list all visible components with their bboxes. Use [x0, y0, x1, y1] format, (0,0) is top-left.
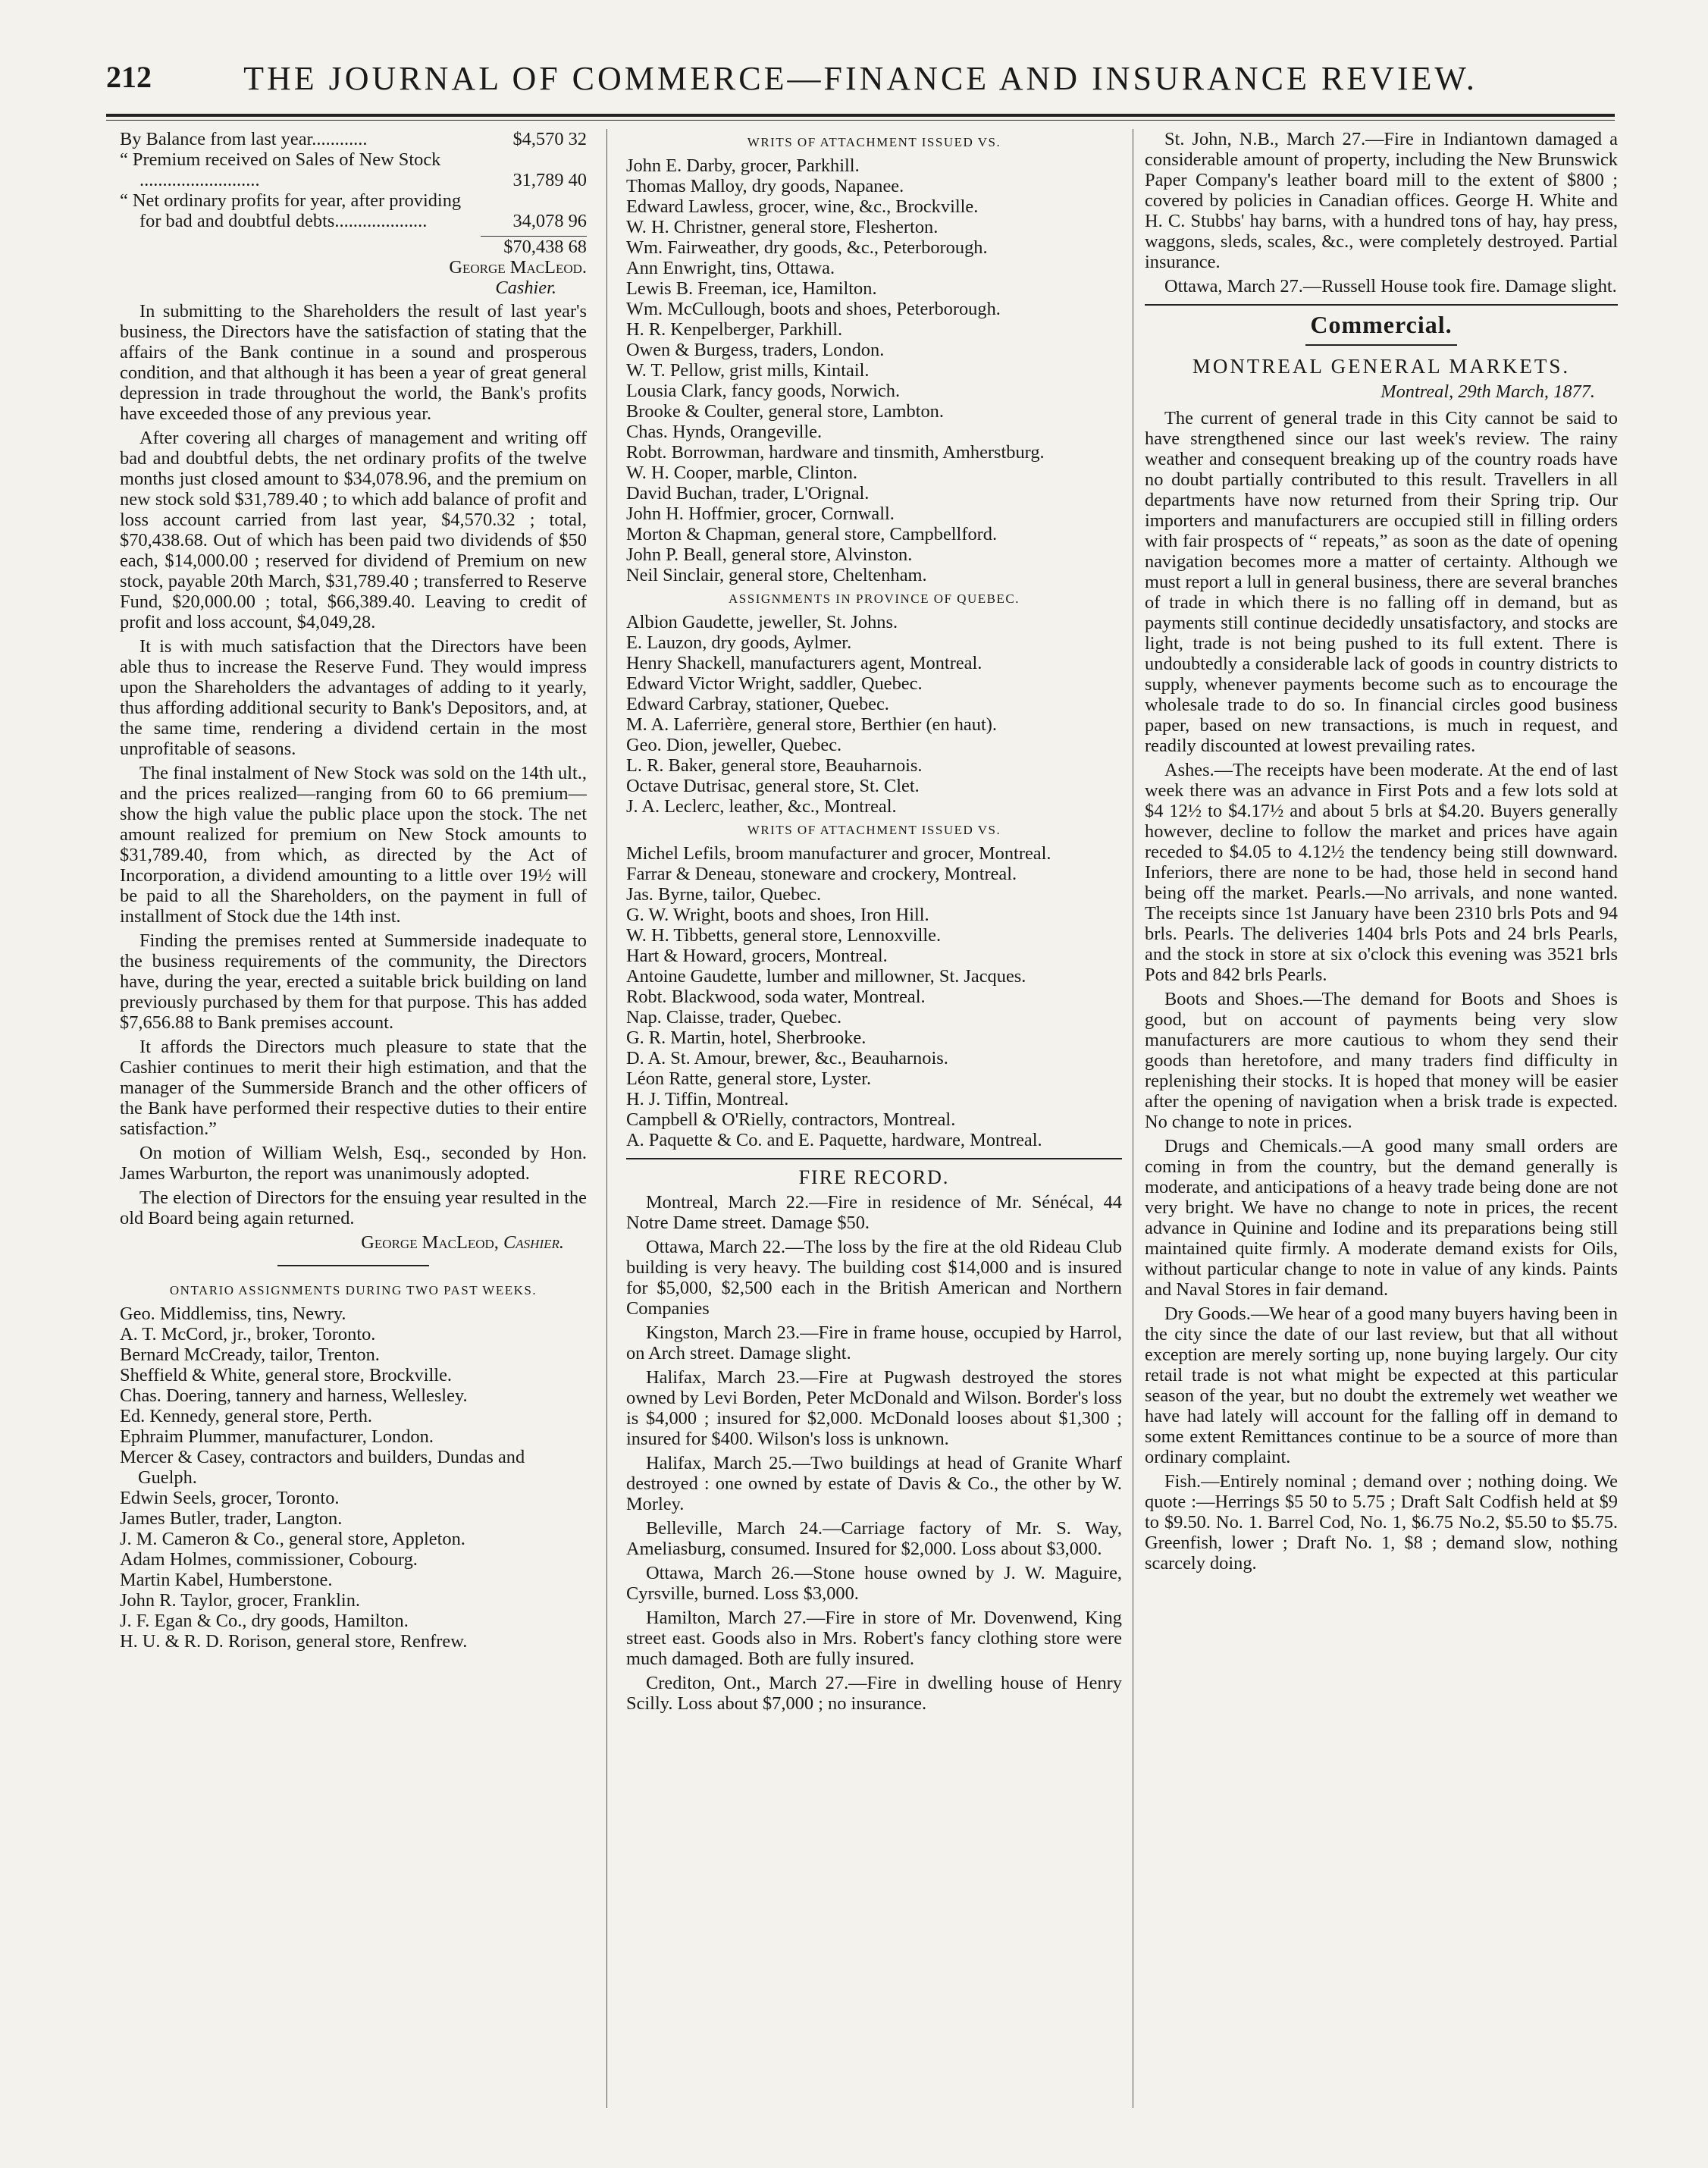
account-amount: 34,078 96 [512, 211, 587, 231]
paragraph: The current of general trade in this City cannot be said to have strengthened since our last week's review. The rainy weather and consequent breaking up of the country roads have no doubt partially contributed to this result. Travellers in all departments have now returned from their Spring trip. Our importers and manufacturers are occupied still in filling orders with fair prospects of “ repeats,” as soon as the date of opening navigation becomes more a matter of certainty. Although we must report a lull in general business, there are several branches of trade in which there is no falling off in demand, but as payments still continue decidedly unsatisfactory, and stocks are light, trade is not being pushed to its full extent. There is undoubtedly a considerable lack of goods in country districts to supply, whenever payments become such as to encourage the wholesale trade to do so. In financial circles good business paper, based on new transactions, is much in request, and readily discounted at lowest prevailing rates. [1145, 408, 1618, 756]
section-divider [1305, 344, 1457, 346]
list-item: Antoine Gaudette, lumber and millowner, St. Jacques. [626, 966, 1026, 987]
fire-record [626, 1192, 1122, 1714]
header-rule [106, 114, 1615, 117]
list-item: John P. Beall, general store, Alvinston. [626, 544, 913, 565]
signature2-title: Cashier. [503, 1232, 564, 1253]
paragraph: On motion of William Welsh, Esq., seconded by Hon. James Warburton, the report was unanimously adopted. [120, 1143, 587, 1184]
list-item: Edward Victor Wright, saddler, Quebec. [626, 673, 923, 694]
list-item: Sheffield & White, general store, Brockville. [120, 1365, 453, 1385]
fire-entry: Ottawa, March 22.—The loss by the fire at the old Rideau Club building is very heavy. The building cost $14,000 and is insured for $5,000, $2,500 each in the British American and Northern Companies [626, 1237, 1122, 1319]
journal-title: THE JOURNAL OF COMMERCE—FINANCE AND INSURANCE REVIEW. [243, 60, 1478, 97]
quebec-heading: ASSIGNMENTS IN PROVINCE OF QUEBEC. [729, 591, 1020, 606]
column-2 [626, 129, 1122, 2116]
list-item: Wm. Fairweather, dry goods, &c., Peterborough. [626, 237, 988, 258]
fire-entry: Belleville, March 24.—Carriage factory of Mr. S. Way, Ameliasburg, consumed. Insured for $2,000. Loss about $3,000. [626, 1518, 1122, 1559]
list-item: Neil Sinclair, general store, Cheltenham. [626, 565, 927, 585]
ontario-list [120, 1304, 587, 1652]
list-item: Lewis B. Freeman, ice, Hamilton. [626, 278, 877, 299]
list-item: David Buchan, trader, L'Orignal. [626, 483, 870, 504]
list-item: Albion Gaudette, jeweller, St. Johns. [626, 612, 898, 632]
fire-record-continued [1145, 129, 1618, 296]
list-item: Léon Ratte, general store, Lyster. [626, 1068, 872, 1089]
list-item: J. M. Cameron & Co., general store, Appleton. [120, 1529, 465, 1549]
commercial-heading: Commercial. [1310, 311, 1453, 338]
list-item: Mercer & Casey, contractors and builders, Dundas and Guelph. [120, 1447, 525, 1488]
list-item: Ed. Kennedy, general store, Perth. [120, 1406, 373, 1426]
account-label: “ Net ordinary profits for year, after providing for bad and doubtful debts.................... [120, 190, 462, 231]
column-3 [1145, 129, 1618, 2116]
markets-heading: MONTREAL GENERAL MARKETS. [1192, 355, 1571, 378]
list-item: H. R. Kenpelberger, Parkhill. [626, 319, 843, 340]
list-item: Hart & Howard, grocers, Montreal. [626, 946, 888, 966]
account-amount: $4,570 32 [512, 129, 587, 149]
markets-dateline: Montreal, 29th March, 1877. [1381, 381, 1595, 402]
list-item: W. T. Pellow, grist mills, Kintail. [626, 360, 870, 381]
section-divider [626, 1158, 1122, 1159]
paragraph: After covering all charges of management and writing off bad and doubtful debts, the net ordinary profits of the twelve months just closed amount to $34,078.96, and the premium on new stock sold $31,789.40 ; to which add balance of profit and loss account carried from last year, $4,570.32 ; total, $70,438.68. Out of which has been paid two dividends of $50 each, $14,000.00 ; reserved for dividend of Premium on new stock, payable 20th March, $31,789.40 ; transferred to Reserve Fund, $20,000.00 ; total, $66,389.40. Leaving to credit of profit and loss account, $4,049,28. [120, 428, 587, 632]
list-item: E. Lauzon, dry goods, Aylmer. [626, 632, 852, 653]
paragraph: It is with much satisfaction that the Directors have been able thus to increase the Reserve Fund. They would impress upon the Shareholders the advantages of adding to it yearly, thus affording additional security to Bank's Depositors, and, at the same time, rendering a dividend certain in the most unprofitable of seasons. [120, 636, 587, 759]
account-total: $70,438 68 [481, 236, 587, 257]
list-item: Ann Enwright, tins, Ottawa. [626, 258, 835, 278]
account-label: “ Premium received on Sales of New Stock .......................... [120, 149, 441, 190]
list-item: Nap. Claisse, trader, Quebec. [626, 1007, 842, 1028]
list-item: Ephraim Plummer, manufacturer, London. [120, 1426, 434, 1447]
list-item: Lousia Clark, fancy goods, Norwich. [626, 381, 901, 401]
list-item: Martin Kabel, Humberstone. [120, 1570, 333, 1590]
list-item: Owen & Burgess, traders, London. [626, 340, 885, 360]
signature-name: George MacLeod. [449, 257, 587, 278]
list-item: Morton & Chapman, general store, Campbellford. [626, 524, 998, 544]
list-item: G. W. Wright, boots and shoes, Iron Hill. [626, 905, 929, 925]
header-rule-thin [106, 120, 1615, 121]
list-item: G. R. Martin, hotel, Sherbrooke. [626, 1028, 867, 1048]
list-item: Edwin Seels, grocer, Toronto. [120, 1488, 340, 1508]
writs1-list [626, 155, 1122, 585]
paragraph: Dry Goods.—We hear of a good many buyers having been in the city since the date of our last review, but that all without exception are merely sorting up, none buying largely. Our city retail trade is not what might be expected at this particular season of the year, but no doubt the extremely wet weather we have had lately will account for the falling off in demand to some extent Remittances continue to be a source of more than ordinary complaint. [1145, 1304, 1618, 1467]
list-item: John R. Taylor, grocer, Franklin. [120, 1590, 360, 1611]
account-label: By Balance from last year............ [120, 129, 368, 149]
list-item: W. H. Tibbetts, general store, Lennoxville. [626, 925, 942, 946]
list-item: Octave Dutrisac, general store, St. Clet. [626, 776, 920, 796]
paragraph: The election of Directors for the ensuing year resulted in the old Board being again returned. [120, 1188, 587, 1228]
list-item: H. J. Tiffin, Montreal. [626, 1089, 789, 1109]
list-item: A. Paquette & Co. and E. Paquette, hardware, Montreal. [626, 1130, 1042, 1150]
list-item: John E. Darby, grocer, Parkhill. [626, 155, 860, 176]
list-item: Edward Carbray, stationer, Quebec. [626, 694, 889, 714]
list-item: J. F. Egan & Co., dry goods, Hamilton. [120, 1611, 409, 1631]
writs2-heading: WRITS OF ATTACHMENT ISSUED VS. [747, 823, 1001, 837]
fire-entry: Ottawa, March 27.—Russell House took fire. Damage slight. [1164, 276, 1617, 296]
list-item: Bernard McCready, tailor, Trenton. [120, 1344, 380, 1365]
quebec-list [626, 612, 1122, 817]
list-item: Adam Holmes, commissioner, Cobourg. [120, 1549, 418, 1570]
markets-body [1145, 408, 1618, 1573]
list-item: D. A. St. Amour, brewer, &c., Beauharnois. [626, 1048, 948, 1068]
list-item: L. R. Baker, general store, Beauharnois. [626, 755, 923, 776]
list-item: Thomas Malloy, dry goods, Napanee. [626, 176, 904, 196]
report-body [120, 301, 587, 1228]
section-divider [277, 1265, 429, 1266]
list-item: Edward Lawless, grocer, wine, &c., Brockville. [626, 196, 979, 217]
paragraph: It affords the Directors much pleasure to state that the Cashier continues to merit their high estimation, and that the manager of the Summerside Branch and the other officers of the Bank have performed their respective duties to their entire satisfaction.” [120, 1037, 587, 1139]
page-number: 212 [106, 60, 152, 94]
account-row [120, 149, 587, 190]
paragraph: Boots and Shoes.—The demand for Boots and Shoes is good, but on account of payments being very slow manufacturers are more cautious to whom they send their goods than heretofore, and many traders find difficulty in replenishing their stocks. It is hoped that money will be easier after the opening of navigation when a brisk trade is expected. No change to note in prices. [1145, 989, 1618, 1132]
list-item: W. H. Cooper, marble, Clinton. [626, 463, 858, 483]
list-item: W. H. Christner, general store, Flesherton. [626, 217, 939, 237]
list-item: Michel Lefils, broom manufacturer and grocer, Montreal. [626, 843, 1051, 864]
fire-entry: Crediton, Ont., March 27.—Fire in dwelling house of Henry Scilly. Loss about $7,000 ; no insurance. [626, 1673, 1122, 1714]
paragraph: Ashes.—The receipts have been moderate. At the end of last week there was an advance in First Pots and a few lots sold at $4 12½ to $4.17½ and about 5 brls at $4.20. Buyers generally however, decline to follow the market and prices have again receded to $4.05 to 4.12½ the tendency being still downward. Inferiors, there are none to be had, those held in second hand being off the market. Pearls.—No arrivals, and none wanted. The receipts since 1st January have been 2310 brls Pots and 94 brls. Pearls. The deliveries 1404 brls Pots and 24 brls Pearls, and the stock in store at six o'clock this evening was 3521 brls Pots and 842 brls Pearls. [1145, 760, 1618, 985]
list-item: Chas. Doering, tannery and harness, Wellesley. [120, 1385, 468, 1406]
list-item: John H. Hoffmier, grocer, Cornwall. [626, 504, 895, 524]
ontario-heading: ONTARIO ASSIGNMENTS DURING TWO PAST WEEKS. [169, 1283, 537, 1297]
paragraph: In submitting to the Shareholders the result of last year's business, the Directors have the satisfaction of stating that the affairs of the Bank continue in a sound and prosperous condition, and that although it has been a year of great general depression in trade throughout the world, the Bank's profits have exceeded those of any previous year. [120, 301, 587, 424]
list-item: Geo. Middlemiss, tins, Newry. [120, 1304, 346, 1324]
account-row [120, 129, 587, 149]
column-1 [120, 129, 587, 2116]
account-amount: 31,789 40 [512, 170, 587, 190]
section-divider [1145, 304, 1618, 306]
list-item: Brooke & Coulter, general store, Lambton. [626, 401, 944, 422]
column-divider [606, 129, 607, 2108]
list-item: A. T. McCord, jr., broker, Toronto. [120, 1324, 376, 1344]
writs1-heading: WRITS OF ATTACHMENT ISSUED VS. [747, 135, 1001, 149]
account-statement [120, 129, 587, 231]
list-item: Robt. Borrowman, hardware and tinsmith, Amherstburg. [626, 442, 1045, 463]
list-item: James Butler, trader, Langton. [120, 1508, 343, 1529]
paragraph: The final instalment of New Stock was sold on the 14th ult., and the prices realized—ranging from 60 to 66 premium—show the high value the public place upon the stock. The net amount realized for premium on New Stock amounts to $31,789.40, from which, as directed by the Act of Incorporation, a dividend amounting to a little over 19½ will be paid to all the Shareholders, on the payment in full of installment of Stock due the 14th inst. [120, 763, 587, 927]
signature2-name: George MacLeod, [361, 1232, 499, 1253]
list-item: Farrar & Deneau, stoneware and crockery, Montreal. [626, 864, 1017, 884]
fire-record-heading: FIRE RECORD. [798, 1166, 950, 1188]
fire-entry: Montreal, March 22.—Fire in residence of Mr. Sénécal, 44 Notre Dame street. Damage $50. [626, 1192, 1122, 1233]
list-item: Chas. Hynds, Orangeville. [626, 422, 823, 442]
fire-entry: St. John, N.B., March 27.—Fire in Indiantown damaged a considerable amount of property, including the New Brunswick Paper Company's leather board mill to the extent of $800 ; covered by policies in Canadian offices. George H. White and H. C. Stubbs' hay barns, with a hundred tons of hay, hay press, waggons, sleds, scales, &c., were completely destroyed. Partial insurance. [1145, 129, 1618, 272]
paragraph: Drugs and Chemicals.—A good many small orders are coming in from the country, but the demand generally is moderate, and anticipations of a heavy trade being done are not very bright. We have no change to note in prices, the recent advance in Quinine and Iodine and its preparations being still maintained quite firmly. A moderate demand exists for Oils, without particular change to note in value of any kinds. Paints and Naval Stores in fair demand. [1145, 1136, 1618, 1300]
list-item: Henry Shackell, manufacturers agent, Montreal. [626, 653, 982, 673]
fire-entry: Halifax, March 23.—Fire at Pugwash destroyed the stores owned by Levi Borden, Peter McDonald and Wilson. Border's loss is $4,000 ; insured for $2,000. McDonald looses about $1,300 ; insured for $400. Wilson's loss is unknown. [626, 1367, 1122, 1449]
list-item: Campbell & O'Rielly, contractors, Montreal. [626, 1109, 956, 1130]
fire-entry: Kingston, March 23.—Fire in frame house, occupied by Harrol, on Arch street. Damage slight. [626, 1322, 1122, 1363]
list-item: Robt. Blackwood, soda water, Montreal. [626, 987, 926, 1007]
fire-entry: Ottawa, March 26.—Stone house owned by J. W. Maguire, Cyrsville, burned. Loss $3,000. [626, 1563, 1122, 1604]
list-item: J. A. Leclerc, leather, &c., Montreal. [626, 796, 897, 817]
list-item: H. U. & R. D. Rorison, general store, Renfrew. [120, 1631, 468, 1652]
list-item: M. A. Laferrière, general store, Berthier (en haut). [626, 714, 997, 735]
writs2-list [626, 843, 1122, 1150]
paragraph: Fish.—Entirely nominal ; demand over ; nothing doing. We quote :—Herrings $5 50 to 5.75 ; Draft Salt Codfish held at $9 to $9.50. No. 1. Barrel Cod, No. 1, $6.75 No.2, $5.50 to $5.75. Greenfish, lower ; Draft No. 1, $8 ; demand slow, nothing scarcely doing. [1145, 1471, 1618, 1573]
fire-entry: Halifax, March 25.—Two buildings at head of Granite Wharf destroyed : one owned by estate of Davis & Co., the other by W. Morley. [626, 1453, 1122, 1514]
paragraph: Finding the premises rented at Summerside inadequate to the business requirements of the community, the Directors have, during the year, erected a suitable brick building on land previously purchased by them for that purpose. This has added $7,656.88 to Bank premises account. [120, 930, 587, 1033]
fire-entry: Hamilton, March 27.—Fire in store of Mr. Dovenwend, King street east. Goods also in Mrs. Robert's fancy clothing store were much damaged. Both are fully insured. [626, 1608, 1122, 1669]
account-row [120, 190, 587, 231]
signature2 [120, 1232, 564, 1253]
page-header [106, 59, 1615, 105]
signature-title: Cashier. [495, 278, 556, 298]
list-item: Wm. McCullough, boots and shoes, Peterborough. [626, 299, 1001, 319]
list-item: Geo. Dion, jeweller, Quebec. [626, 735, 842, 755]
list-item: Jas. Byrne, tailor, Quebec. [626, 884, 822, 905]
